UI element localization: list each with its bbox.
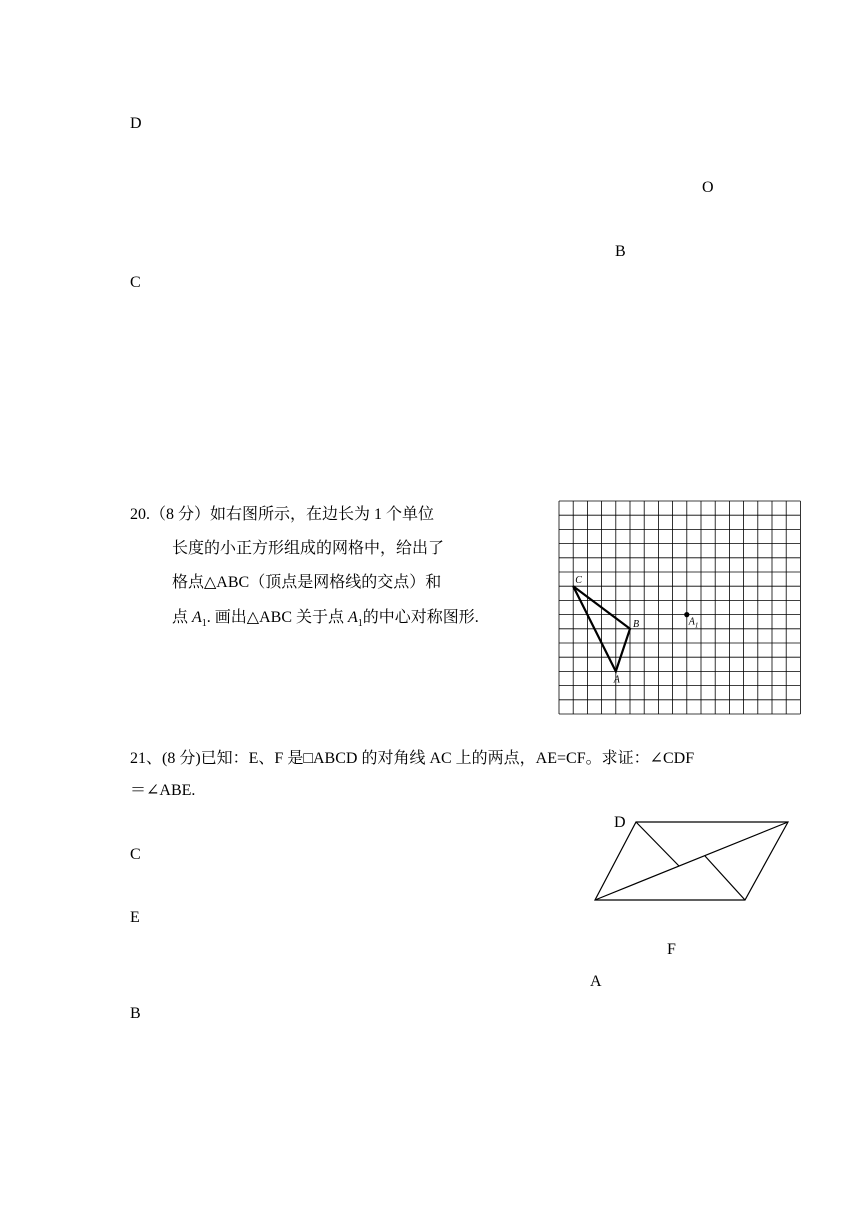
top-label-b: B [615,243,626,260]
vertex-label-b: B [633,618,640,630]
q20-point-a1-2: A [348,609,358,626]
vertex-label-c: C [575,575,582,587]
top-label-o: O [702,179,714,196]
vertex-label-a: A [613,674,620,686]
q20-point-a1: A [192,609,202,626]
q20-line-4-c: 的中心对称图形. [362,609,479,626]
q21-label-c: C [130,846,141,863]
top-label-d: D [130,115,142,132]
vertex-label-a1: $A_1$ [688,616,699,630]
q20-line-3: 格点△ABC（顶点是网格线的交点）和 [172,574,442,591]
segment-b-to-diagonal [705,856,745,900]
q20-point-a1-sub: 1 [201,618,207,630]
q20-line-1: 20.（8 分）如右图所示，在边长为 1 个单位 [130,506,435,523]
q21-label-e: E [130,909,140,926]
q20-line-2: 长度的小正方形组成的网格中，给出了 [172,540,445,557]
q20-line-4-a: 点 [172,609,193,626]
q20-point-a1-2-sub: 1 [357,618,363,630]
top-label-c: C [130,274,141,291]
q21-fig-label-f: F [667,941,676,958]
q20-line-4-b: . 画出△ABC 关于点 [206,609,349,626]
q21-line-1: 21、(8 分)已知：E、F 是□ABCD 的对角线 AC 上的两点，AE=CF。求证：∠CDF [130,750,695,767]
diagonal-ac [595,822,788,900]
q21-label-b: B [130,1005,141,1022]
q21-fig-label-a: A [590,973,602,990]
segment-d-to-diagonal [636,822,679,866]
q21-fig-label-d: D [614,814,626,831]
q21-line-2: ＝∠ABE. [130,782,196,799]
